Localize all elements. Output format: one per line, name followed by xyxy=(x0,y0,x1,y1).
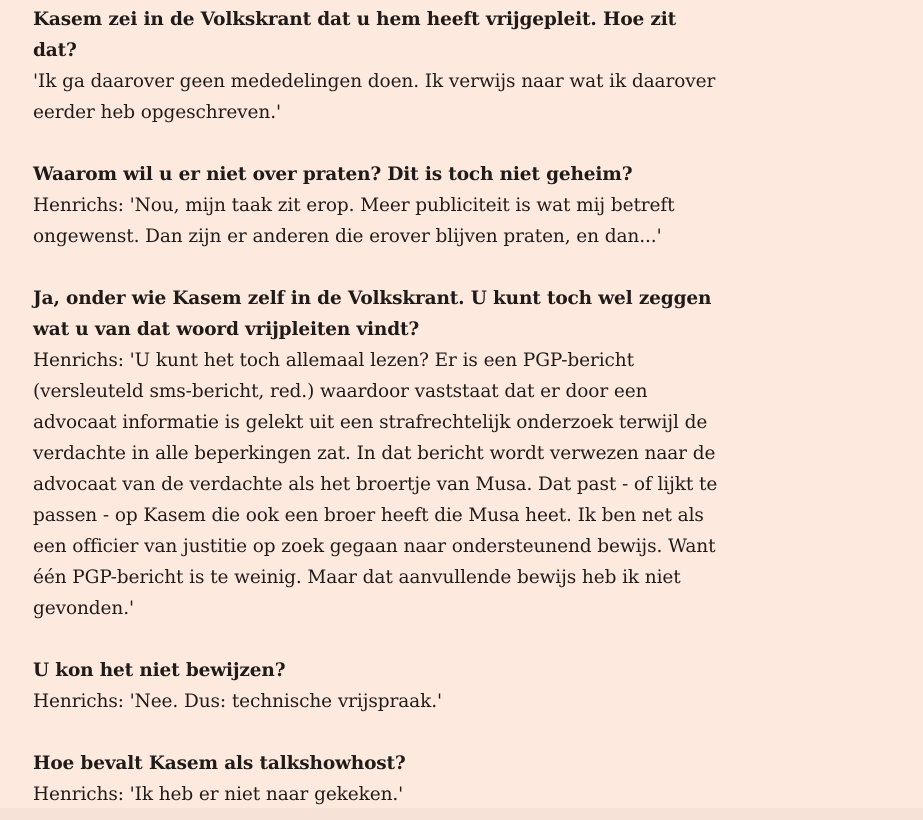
interview-question: Ja, onder wie Kasem zelf in de Volkskrant. U kunt toch wel zeggen wat u van dat woord vrijpleiten vindt? xyxy=(33,288,712,340)
interview-question: U kon het niet bewijzen? xyxy=(33,660,286,681)
interview-answer: Henrichs: 'Nou, mijn taak zit erop. Meer publiciteit is wat mij betreft ongewenst. Dan zijn er anderen die erover blijven praten, en dan...' xyxy=(33,195,675,247)
interview-question: Hoe bevalt Kasem als talkshowhost? xyxy=(33,753,406,774)
page-bottom-edge xyxy=(0,808,923,820)
interview-block-3 xyxy=(33,283,723,624)
interview-block-5 xyxy=(33,748,723,810)
interview-block-4 xyxy=(33,655,723,717)
interview-block-2 xyxy=(33,159,723,252)
interview-answer: Henrichs: 'Ik heb er niet naar gekeken.' xyxy=(33,784,404,805)
interview-question: Waarom wil u er niet over praten? Dit is toch niet geheim? xyxy=(33,164,633,185)
interview-question: Kasem zei in de Volkskrant dat u hem heeft vrijgepleit. Hoe zit dat? xyxy=(33,9,677,61)
article-body xyxy=(33,4,723,820)
interview-block-1 xyxy=(33,4,723,128)
interview-answer: Henrichs: 'U kunt het toch allemaal lezen? Er is een PGP-bericht (versleuteld sms-bericht, red.) waardoor vaststaat dat er door een advocaat informatie is gelekt uit een strafrechtelijk onderzoek terwijl de verdachte in alle beperkingen zat. In dat bericht wordt verwezen naar de advocaat van de verdachte als het broertje van Musa. Dat past - of lijkt te passen - op Kasem die ook een broer heeft die Musa heet. Ik ben net als een officier van justitie op zoek gegaan naar ondersteunend bewijs. Want één PGP-bericht is te weinig. Maar dat aanvullende bewijs heb ik niet gevonden.' xyxy=(33,350,718,619)
interview-answer: Henrichs: 'Nee. Dus: technische vrijspraak.' xyxy=(33,691,442,712)
interview-answer: 'Ik ga daarover geen mededelingen doen. Ik verwijs naar wat ik daarover eerder heb opgeschreven.' xyxy=(33,71,716,123)
